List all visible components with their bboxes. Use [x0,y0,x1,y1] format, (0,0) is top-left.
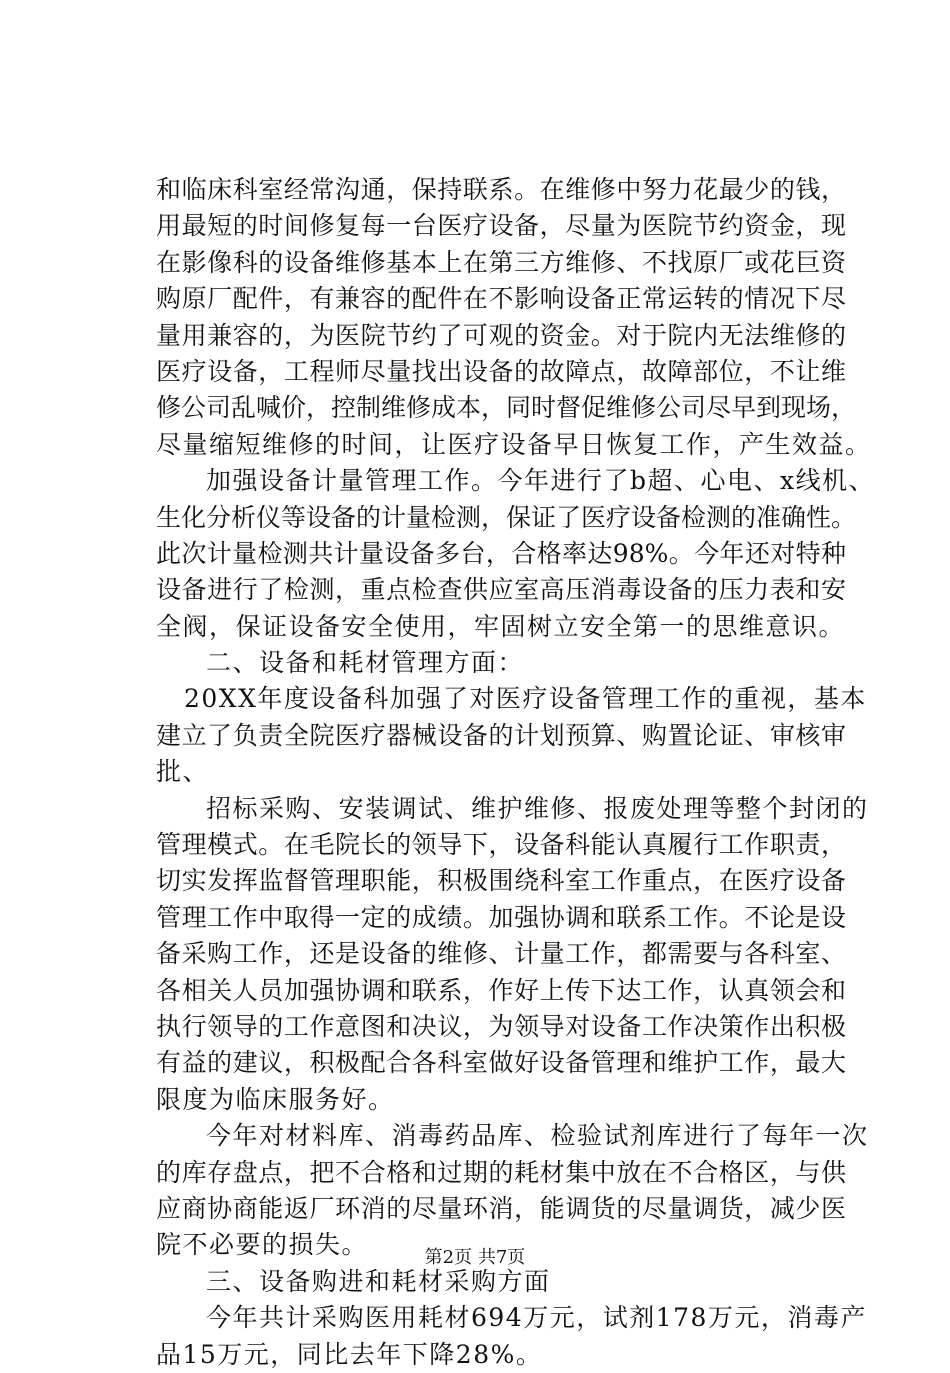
text-line: 全阀，保证设备安全使用，牢固树立安全第一的思维意识。 [156,611,846,641]
text-line: 院不必要的损失。 [156,1230,369,1260]
text-line: 限度为临床服务好。 [156,1084,395,1114]
text-line: 执行领导的工作意图和决议，为领导对设备工作决策作出积极 [156,1011,846,1041]
text-line: 招标采购、安装调试、维护维修、报废处理等整个封闭的 [206,793,869,823]
text-line: 管理工作中取得一定的成绩。加强协调和联系工作。不论是设 [156,902,846,932]
text-line: 20XX年度设备科加强了对医疗设备管理工作的重视，基本 [184,684,867,714]
text-line: 各相关人员加强协调和联系，作好上传下达工作，认真领会和 [156,975,846,1005]
text-line: 设备进行了检测，重点检查供应室高压消毒设备的压力表和安 [156,575,846,605]
text-line: 品15万元，同比去年下降28%。 [156,1339,543,1369]
text-line: 和临床科室经常沟通，保持联系。在维修中努力花最少的钱， [156,175,846,204]
text-line: 修公司乱喊价，控制维修成本，同时督促维修公司尽早到现场， [156,393,857,423]
text-line: 生化分析仪等设备的计量检测，保证了医疗设备检测的准确性。 [156,502,857,532]
text-line: 加强设备计量管理工作。今年进行了b超、心电、x线机、 [206,466,876,496]
text-line: 管理模式。在毛院长的领导下，设备科能认真履行工作职责， [156,830,846,860]
page-number-footer: 第2页 共7页 [424,1247,526,1268]
text-line: 有益的建议，积极配合各科室做好设备管理和维护工作，最大 [156,1048,846,1078]
text-line: 在影像科的设备维修基本上在第三方维修、不找原厂或花巨资 [156,247,846,277]
text-line: 应商协商能返厂环消的尽量环消，能调货的尽量调货，减少医 [156,1193,846,1223]
text-line: 尽量缩短维修的时间，让医疗设备早日恢复工作，产生效益。 [156,429,872,459]
text-line: 此次计量检测共计量设备多台，合格率达98%。今年还对特种 [156,538,846,568]
body-text [156,172,876,1373]
text-line: 的库存盘点，把不合格和过期的耗材集中放在不合格区，与供 [156,1157,846,1187]
text-line: 切实发挥监督管理职能，积极围绕科室工作重点，在医疗设备 [156,866,846,896]
text-line: 今年共计采购医用耗材694万元，试剂178万元，消毒产 [206,1303,867,1333]
text-line: 批、 [156,757,210,787]
section-heading: 二、设备和耗材管理方面： [206,648,525,678]
text-line: 用最短的时间修复每一台医疗设备，尽量为医院节约资金，现 [156,211,846,241]
section-heading: 三、设备购进和耗材采购方面 [206,1266,551,1296]
text-line: 今年对材料库、消毒药品库、检验试剂库进行了每年一次 [206,1121,869,1151]
text-line: 购原厂配件，有兼容的配件在不影响设备正常运转的情况下尽 [156,284,846,314]
text-line: 医疗设备，工程师尽量找出设备的故障点，故障部位，不让维 [156,356,846,386]
text-line: 备采购工作，还是设备的维修、计量工作，都需要与各科室、 [156,939,846,969]
text-line: 建立了负责全院医疗器械设备的计划预算、购置论证、审核审 [156,720,846,750]
text-line: 量用兼容的，为医院节约了可观的资金。对于院内无法维修的 [156,320,846,350]
